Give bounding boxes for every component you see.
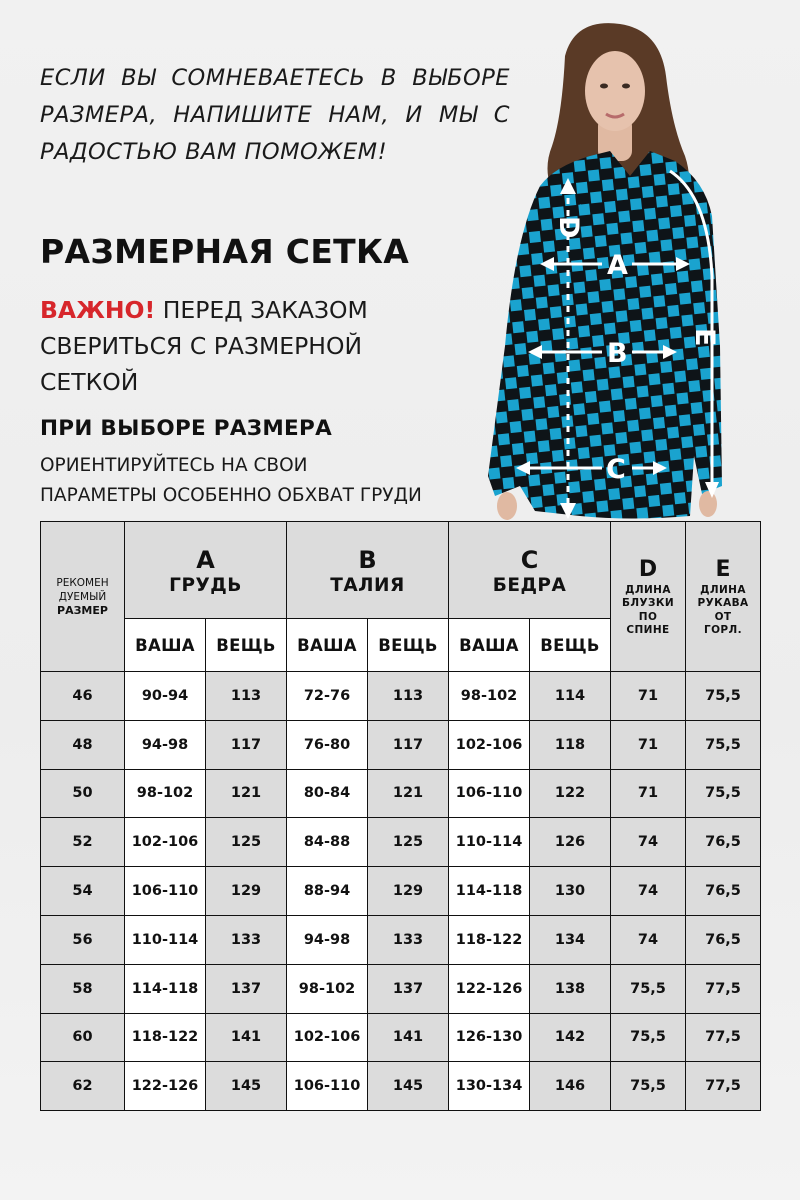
value-cell: 76,5 (686, 915, 761, 964)
value-cell: 72-76 (287, 672, 368, 721)
subheader-item: ВЕЩЬ (206, 619, 287, 672)
value-cell: 134 (530, 915, 611, 964)
value-cell: 145 (368, 1062, 449, 1111)
value-cell: 129 (206, 867, 287, 916)
label-a: A (607, 250, 628, 281)
value-cell: 94-98 (287, 915, 368, 964)
size-cell: 52 (41, 818, 125, 867)
value-cell: 137 (368, 964, 449, 1013)
intro-line-2: РАЗМЕРА, НАПИШИТЕ НАМ, И МЫ С (40, 102, 510, 128)
page-title: РАЗМЕРНАЯ СЕТКА (40, 232, 410, 271)
value-cell: 117 (368, 720, 449, 769)
subheader-yours: ВАША (449, 619, 530, 672)
subheader-yours: ВАША (287, 619, 368, 672)
value-cell: 75,5 (686, 720, 761, 769)
group-header-waist (287, 522, 449, 619)
group-name: БЕДРА (492, 574, 567, 596)
e-letter: E (715, 556, 731, 582)
value-cell: 133 (368, 915, 449, 964)
value-cell: 80-84 (287, 769, 368, 818)
important-line-1: ПЕРЕД ЗАКАЗОМ (155, 296, 368, 324)
value-cell: 110-114 (125, 915, 206, 964)
table-row (41, 867, 761, 916)
group-name: ТАЛИЯ (330, 574, 405, 596)
value-cell: 76,5 (686, 818, 761, 867)
size-header-line-3: РАЗМЕР (57, 603, 108, 617)
label-d: D (553, 216, 584, 239)
value-cell: 74 (611, 867, 686, 916)
value-cell: 118-122 (449, 915, 530, 964)
value-cell: 122-126 (449, 964, 530, 1013)
value-cell: 75,5 (611, 964, 686, 1013)
intro-line-3: РАДОСТЬЮ ВАМ ПОМОЖЕМ! (40, 139, 388, 165)
size-table (40, 521, 761, 1111)
value-cell: 74 (611, 818, 686, 867)
model-illustration (480, 16, 750, 526)
size-header (41, 522, 125, 672)
value-cell: 106-110 (449, 769, 530, 818)
size-header-line-1: РЕКОМЕН (56, 576, 109, 589)
value-cell: 77,5 (686, 1062, 761, 1111)
value-cell: 125 (206, 818, 287, 867)
value-cell: 146 (530, 1062, 611, 1111)
value-cell: 122 (530, 769, 611, 818)
table-row (41, 720, 761, 769)
important-note (40, 292, 460, 400)
value-cell: 113 (368, 672, 449, 721)
value-cell: 113 (206, 672, 287, 721)
value-cell: 145 (206, 1062, 287, 1111)
e-line-1: ДЛИНА (700, 583, 746, 596)
value-cell: 75,5 (686, 769, 761, 818)
group-letter: B (358, 545, 377, 574)
value-cell: 106-110 (287, 1062, 368, 1111)
subheader-yours: ВАША (125, 619, 206, 672)
value-cell: 142 (530, 1013, 611, 1062)
value-cell: 98-102 (125, 769, 206, 818)
header-length (611, 522, 686, 672)
group-name: ГРУДЬ (169, 574, 242, 596)
intro-line-1: ЕСЛИ ВЫ СОМНЕВАЕТЕСЬ В ВЫБОРЕ (40, 65, 510, 91)
value-cell: 114-118 (125, 964, 206, 1013)
value-cell: 75,5 (611, 1062, 686, 1111)
value-cell: 129 (368, 867, 449, 916)
d-line-3: ПО (638, 610, 658, 623)
choose-heading: ПРИ ВЫБОРЕ РАЗМЕРА (40, 416, 333, 441)
value-cell: 130-134 (449, 1062, 530, 1111)
intro-text (40, 60, 510, 171)
value-cell: 141 (368, 1013, 449, 1062)
value-cell: 137 (206, 964, 287, 1013)
label-b: B (607, 338, 628, 369)
table-row (41, 769, 761, 818)
table-row (41, 915, 761, 964)
group-letter: C (520, 545, 539, 574)
important-line-2: СВЕРИТЬСЯ С РАЗМЕРНОЙ (40, 332, 363, 360)
group-header-chest (125, 522, 287, 619)
value-cell: 114-118 (449, 867, 530, 916)
value-cell: 71 (611, 720, 686, 769)
value-cell: 141 (206, 1013, 287, 1062)
value-cell: 126 (530, 818, 611, 867)
group-letter: A (196, 545, 215, 574)
table-row (41, 1013, 761, 1062)
size-cell: 48 (41, 720, 125, 769)
d-line-4: СПИНЕ (626, 624, 670, 636)
value-cell: 126-130 (449, 1013, 530, 1062)
value-cell: 75,5 (686, 672, 761, 721)
subheader-item: ВЕЩЬ (530, 619, 611, 672)
value-cell: 75,5 (611, 1013, 686, 1062)
value-cell: 90-94 (125, 672, 206, 721)
value-cell: 71 (611, 672, 686, 721)
table-row (41, 672, 761, 721)
e-line-3: ОТ (714, 610, 732, 623)
value-cell: 77,5 (686, 964, 761, 1013)
e-line-2: РУКАВА (697, 597, 749, 609)
size-cell: 56 (41, 915, 125, 964)
choose-line-2: ПАРАМЕТРЫ ОСОБЕННО ОБХВАТ ГРУДИ (40, 485, 422, 506)
value-cell: 76,5 (686, 867, 761, 916)
d-line-1: ДЛИНА (625, 583, 671, 596)
size-cell: 62 (41, 1062, 125, 1111)
value-cell: 121 (368, 769, 449, 818)
value-cell: 138 (530, 964, 611, 1013)
table-row (41, 1062, 761, 1111)
label-e: E (689, 328, 720, 347)
value-cell: 74 (611, 915, 686, 964)
face-shape (585, 51, 645, 131)
group-header-hips (449, 522, 611, 619)
value-cell: 71 (611, 769, 686, 818)
value-cell: 76-80 (287, 720, 368, 769)
size-cell: 46 (41, 672, 125, 721)
table-row (41, 964, 761, 1013)
value-cell: 118 (530, 720, 611, 769)
value-cell: 98-102 (449, 672, 530, 721)
value-cell: 125 (368, 818, 449, 867)
e-line-4: ГОРЛ. (704, 624, 743, 636)
choose-line-1: ОРИЕНТИРУЙТЕСЬ НА СВОИ (40, 455, 308, 476)
value-cell: 106-110 (125, 867, 206, 916)
value-cell: 102-106 (125, 818, 206, 867)
header-sleeve (686, 522, 761, 672)
d-line-2: БЛУЗКИ (621, 597, 675, 609)
value-cell: 122-126 (125, 1062, 206, 1111)
value-cell: 130 (530, 867, 611, 916)
subheader-item: ВЕЩЬ (368, 619, 449, 672)
d-letter: D (638, 556, 658, 582)
value-cell: 94-98 (125, 720, 206, 769)
value-cell: 133 (206, 915, 287, 964)
value-cell: 77,5 (686, 1013, 761, 1062)
label-c: C (606, 454, 626, 485)
value-cell: 102-106 (449, 720, 530, 769)
size-header-line-2: ДУЕМЫЙ (58, 590, 107, 603)
important-line-3: СЕТКОЙ (40, 368, 139, 396)
value-cell: 98-102 (287, 964, 368, 1013)
value-cell: 118-122 (125, 1013, 206, 1062)
value-cell: 88-94 (287, 867, 368, 916)
important-highlight: ВАЖНО! (40, 296, 156, 324)
size-cell: 58 (41, 964, 125, 1013)
value-cell: 84-88 (287, 818, 368, 867)
value-cell: 121 (206, 769, 287, 818)
size-cell: 54 (41, 867, 125, 916)
size-cell: 50 (41, 769, 125, 818)
choose-text (40, 451, 422, 511)
table-body (41, 672, 761, 1111)
value-cell: 117 (206, 720, 287, 769)
value-cell: 114 (530, 672, 611, 721)
value-cell: 110-114 (449, 818, 530, 867)
size-cell: 60 (41, 1013, 125, 1062)
value-cell: 102-106 (287, 1013, 368, 1062)
table-row (41, 818, 761, 867)
